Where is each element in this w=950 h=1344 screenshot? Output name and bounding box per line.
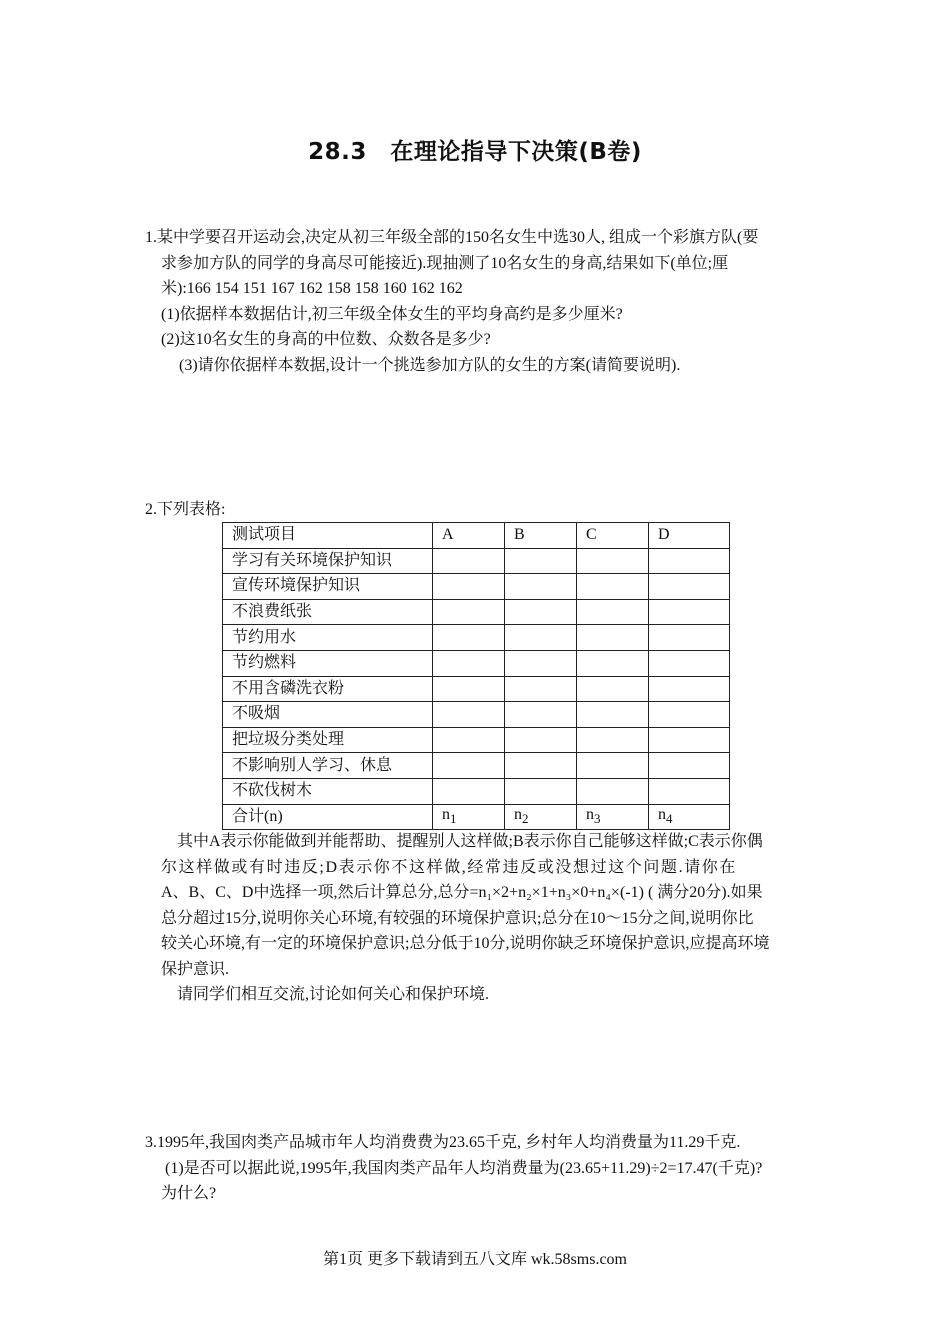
- question-1: [145, 225, 815, 378]
- cell-b: [505, 727, 577, 753]
- cell-d: [649, 599, 730, 625]
- header-b: B: [505, 523, 577, 549]
- q2-para-line-6: 保护意识.: [161, 960, 230, 978]
- q1-line-3: 米):166 154 151 167 162 158 158 160 162 162: [161, 280, 463, 297]
- table-row: [223, 676, 730, 702]
- q1-sub-3: (3)请你依据样本数据,设计一个挑选参加方队的女生的方案(请简要说明).: [179, 356, 681, 374]
- cell-a: [433, 778, 505, 804]
- cell-d: [649, 650, 730, 676]
- cell-b: [505, 676, 577, 702]
- row-label: 不浪费纸张: [223, 599, 433, 625]
- cell-a: [433, 599, 505, 625]
- cell-c: [577, 625, 649, 651]
- cell-d: [649, 676, 730, 702]
- total-b-var: n: [514, 805, 522, 823]
- q3-line-1: 3.1995年,我国肉类产品城市年人均消费费为23.65千克, 乡村年人均消费量为11.29千克.: [145, 1134, 741, 1151]
- cell-b: [505, 548, 577, 574]
- cell-d: [649, 753, 730, 779]
- cell-b: [505, 778, 577, 804]
- cell-a: [433, 650, 505, 676]
- q1-line-2: 求参加方队的同学的身高尽可能接近).现抽测了10名女生的身高,结果如下(单位;厘: [161, 254, 729, 272]
- cell-c: [577, 548, 649, 574]
- cell-d: [649, 727, 730, 753]
- header-c: C: [577, 523, 649, 549]
- cell-a: [433, 548, 505, 574]
- q2-para-line-2: 尔这样做或有时违反;D表示你不这样做,经常违反或没想过这个问题.请你在: [161, 858, 738, 876]
- table-row: [223, 753, 730, 779]
- total-b: [505, 804, 577, 830]
- cell-c: [577, 778, 649, 804]
- cell-d: [649, 702, 730, 728]
- q1-line-1: 1.某中学要召开运动会,决定从初三年级全部的150名女生中选30人, 组成一个彩旗方队(要: [145, 229, 759, 246]
- row-label: 学习有关环境保护知识: [223, 548, 433, 574]
- table-total-row: [223, 804, 730, 830]
- cell-c: [577, 727, 649, 753]
- cell-d: [649, 778, 730, 804]
- row-label: 不砍伐树木: [223, 778, 433, 804]
- cell-c: [577, 702, 649, 728]
- table-header-row: [223, 523, 730, 549]
- total-b-sub: 2: [522, 810, 529, 826]
- question-2-explanation: [161, 829, 806, 1008]
- q2-para-line-1: 其中A表示你能做到并能帮助、提醒别人这样做;B表示你自己能够这样做;C表示你偶: [177, 833, 763, 850]
- row-label: 节约用水: [223, 625, 433, 651]
- header-test-item: 测试项目: [223, 523, 433, 549]
- q3-sub-1-cont: 为什么?: [161, 1185, 217, 1202]
- q3-sub-1: (1)是否可以据此说,1995年,我国肉类产品年人均消费量为(23.65+11.29)÷2=17.47(千克)?: [165, 1159, 763, 1177]
- cell-c: [577, 599, 649, 625]
- total-c-var: n: [586, 805, 594, 823]
- cell-c: [577, 574, 649, 600]
- total-d-var: n: [658, 805, 666, 823]
- table-row: [223, 574, 730, 600]
- total-d: [649, 804, 730, 830]
- table-row: [223, 650, 730, 676]
- total-a-var: n: [442, 805, 450, 823]
- page-title: 28.3 在理论指导下决策(B卷): [308, 139, 642, 165]
- cell-b: [505, 599, 577, 625]
- cell-b: [505, 753, 577, 779]
- table-row: [223, 727, 730, 753]
- row-label: 把垃圾分类处理: [223, 727, 433, 753]
- q2-para-line-4: 总分超过15分,说明你关心环境,有较强的环境保护意识;总分在10～15分之间,说明你比: [161, 909, 754, 927]
- cell-c: [577, 650, 649, 676]
- q2-intro: 2.下列表格:: [145, 501, 226, 518]
- cell-a: [433, 676, 505, 702]
- row-label: 节约燃料: [223, 650, 433, 676]
- cell-a: [433, 727, 505, 753]
- table-row: [223, 599, 730, 625]
- q2-para-line-5: 较关心环境,有一定的环境保护意识;总分低于10分,说明你缺乏环境保护意识,应提高环境: [161, 935, 770, 952]
- cell-d: [649, 548, 730, 574]
- cell-c: [577, 676, 649, 702]
- cell-a: [433, 625, 505, 651]
- header-d: D: [649, 523, 730, 549]
- cell-b: [505, 650, 577, 676]
- cell-a: [433, 702, 505, 728]
- table-row: [223, 548, 730, 574]
- row-label: 宣传环境保护知识: [223, 574, 433, 600]
- total-c-sub: 3: [594, 810, 601, 826]
- q2-closing: 请同学们相互交流,讨论如何关心和保护环境.: [177, 986, 490, 1003]
- cell-a: [433, 753, 505, 779]
- cell-b: [505, 574, 577, 600]
- table-row: [223, 702, 730, 728]
- q1-sub-1: (1)依据样本数据估计,初三年级全体女生的平均身高约是多少厘米?: [161, 305, 623, 323]
- total-d-sub: 4: [666, 810, 673, 826]
- header-a: A: [433, 523, 505, 549]
- cell-d: [649, 574, 730, 600]
- q1-sub-2: (2)这10名女生的身高的中位数、众数各是多少?: [161, 331, 491, 348]
- question-2-intro: [145, 497, 815, 523]
- page-footer: 第1页 更多下载请到五八文库 wk.58sms.com: [322, 1251, 627, 1268]
- cell-b: [505, 625, 577, 651]
- cell-d: [649, 625, 730, 651]
- cell-b: [505, 702, 577, 728]
- cell-a: [433, 574, 505, 600]
- table-row: [223, 625, 730, 651]
- cell-c: [577, 753, 649, 779]
- table-row: [223, 778, 730, 804]
- total-a-sub: 1: [450, 810, 457, 826]
- total-label: 合计(n): [223, 804, 433, 830]
- row-label: 不吸烟: [223, 702, 433, 728]
- total-c: [577, 804, 649, 830]
- row-label: 不影响别人学习、休息: [223, 753, 433, 779]
- survey-table: [222, 522, 730, 830]
- row-label: 不用含磷洗衣粉: [223, 676, 433, 702]
- question-3: [145, 1130, 815, 1207]
- total-a: [433, 804, 505, 830]
- q2-para-line-3: A、B、C、D中选择一项,然后计算总分,总分=n₁×2+n₂×1+n₃×0+n₄×(-1) ( 满分20分).如果: [161, 884, 763, 901]
